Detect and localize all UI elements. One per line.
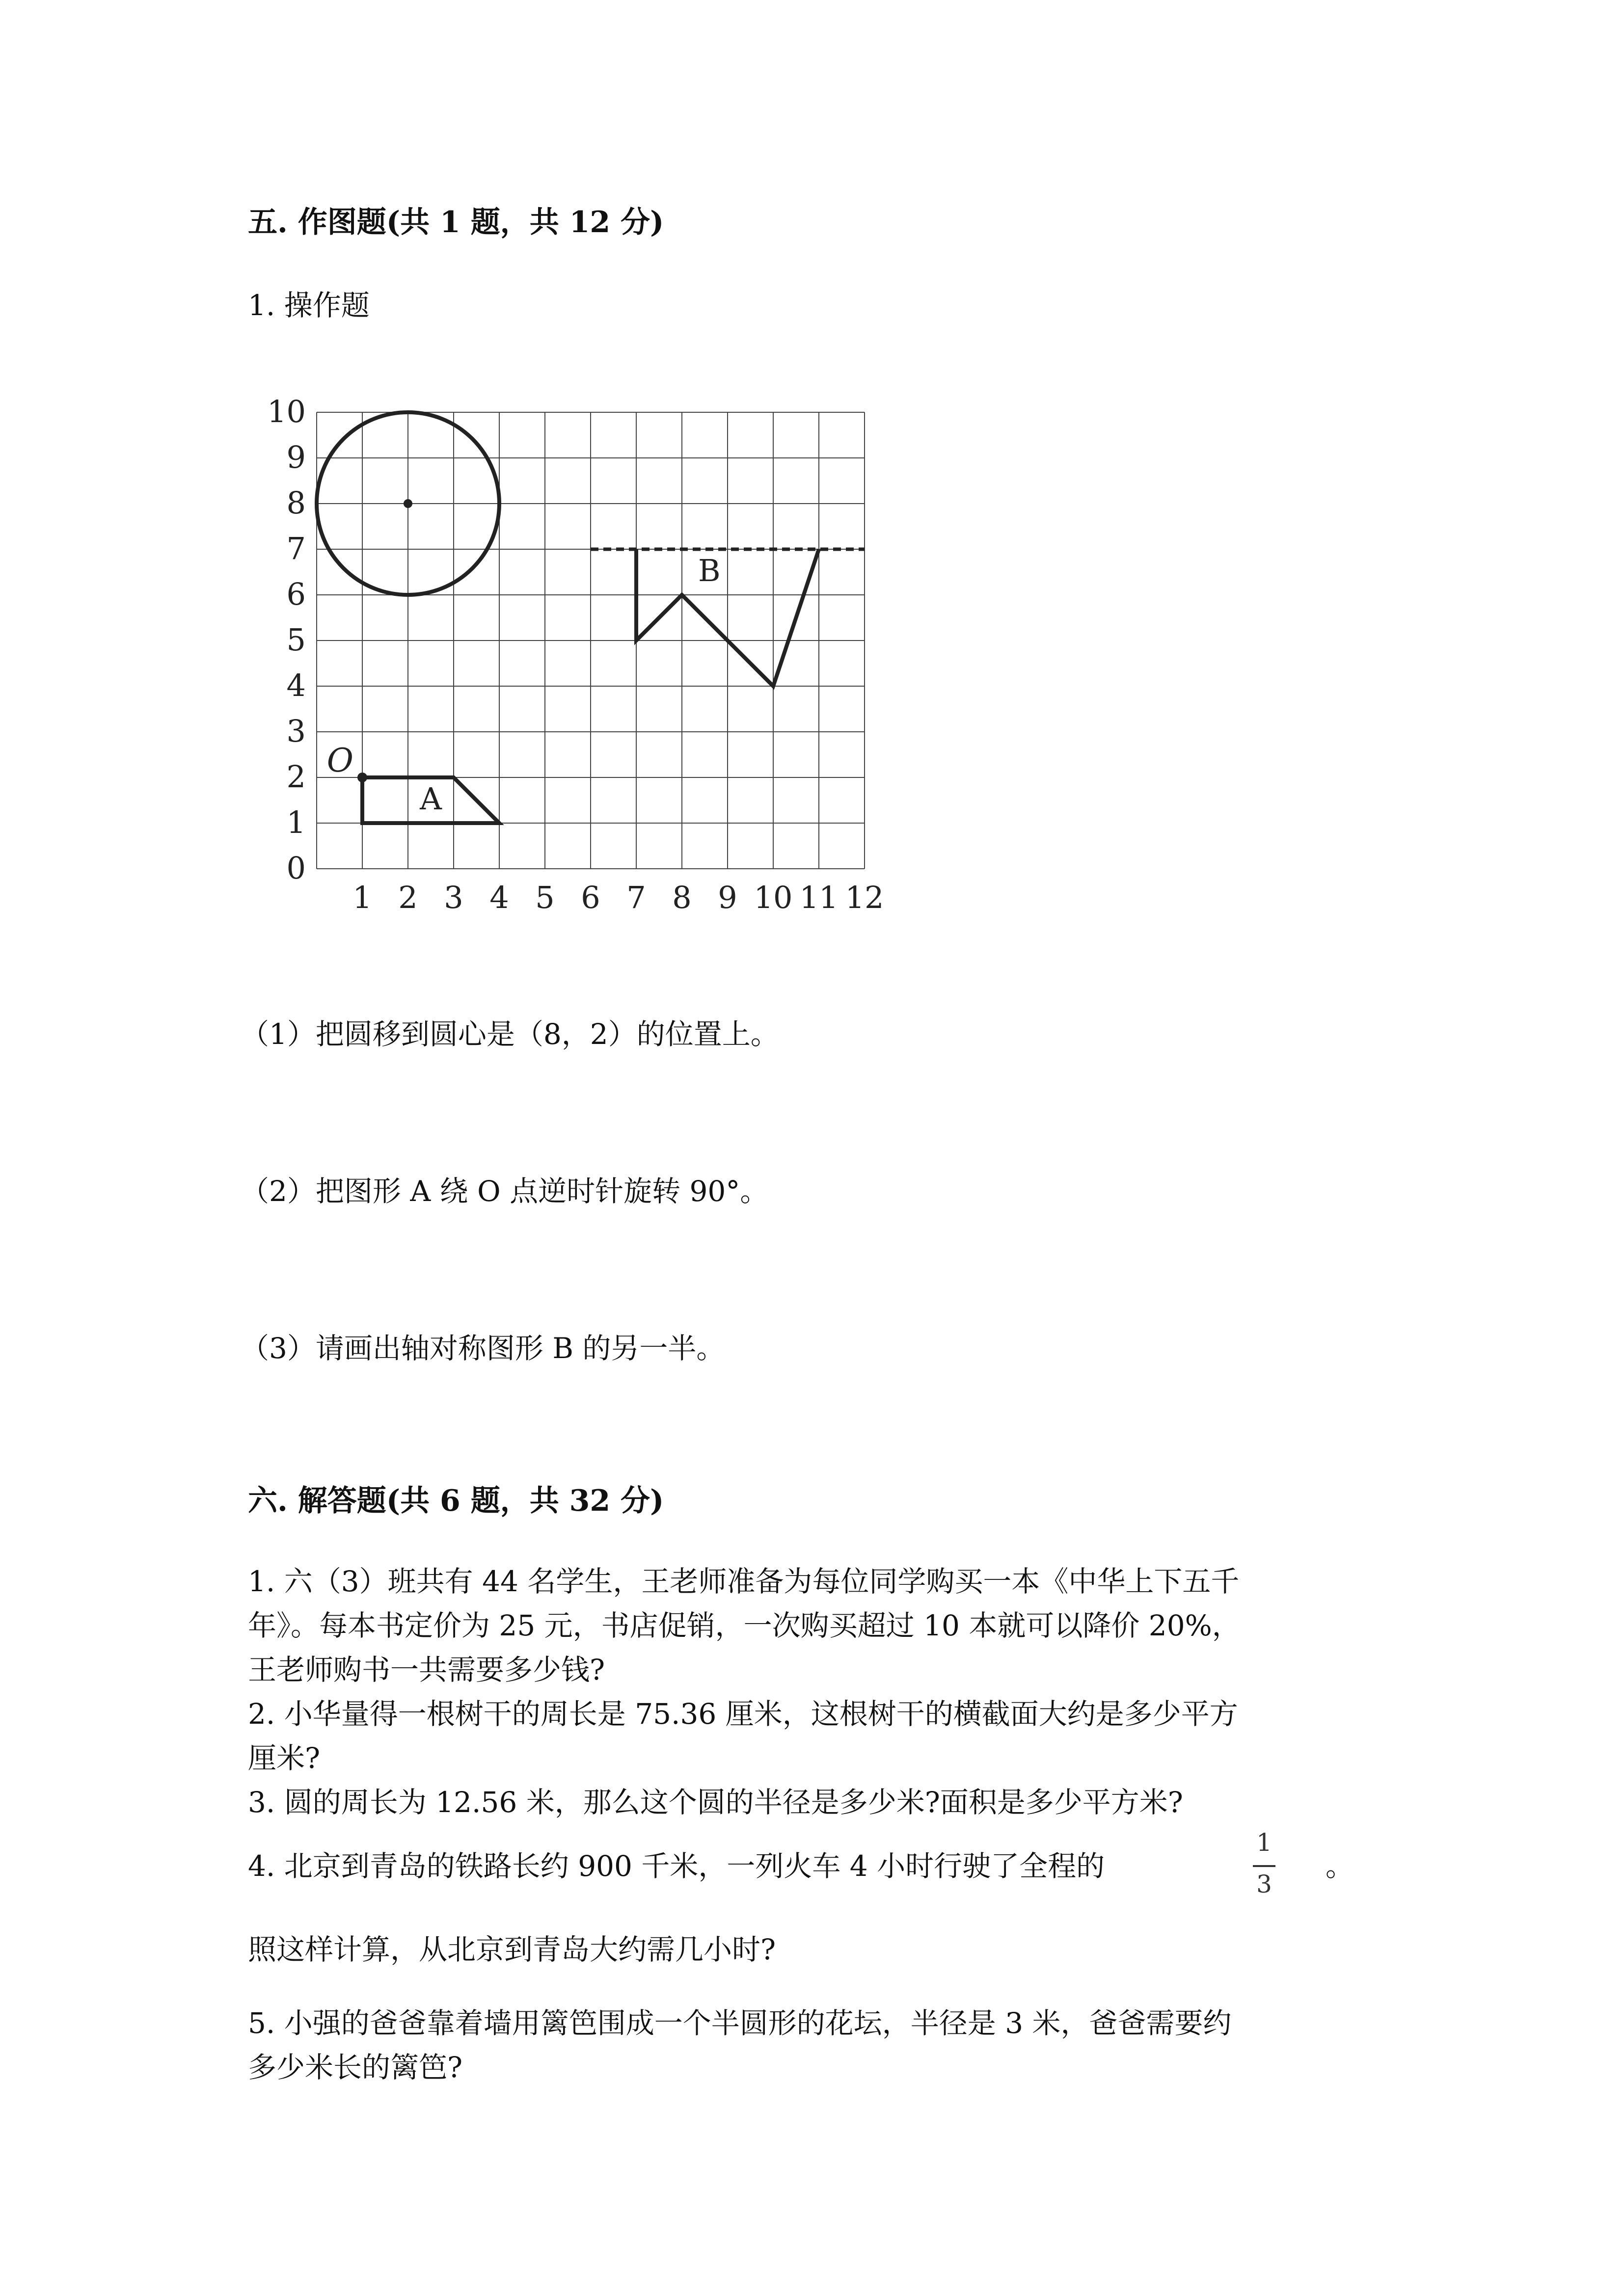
sub-question-3: （3）请画出轴对称图形 B 的另一半。 xyxy=(241,1332,725,1365)
x-tick-label: 6 xyxy=(581,880,600,915)
y-tick-label: 1 xyxy=(286,804,306,840)
y-tick-label: 3 xyxy=(286,713,306,749)
y-tick-label: 8 xyxy=(286,485,306,521)
q3-text: 3. 圆的周长为 12.56 米，那么这个圆的半径是多少米?面积是多少平方米? xyxy=(248,1786,1183,1819)
y-tick-label: 5 xyxy=(286,622,306,658)
x-tick-label: 4 xyxy=(489,880,509,915)
y-tick-label: 9 xyxy=(286,439,306,475)
label-o: O xyxy=(326,742,353,779)
q2-line2: 厘米? xyxy=(248,1741,321,1775)
sub-question-1: （1）把圆移到圆心是（8，2）的位置上。 xyxy=(241,1017,779,1051)
y-tick-label: 2 xyxy=(286,759,306,795)
x-tick-label: 2 xyxy=(398,880,418,915)
x-tick-label: 5 xyxy=(535,880,555,915)
x-tick-label: 10 xyxy=(754,880,793,915)
grid-lines xyxy=(317,412,865,869)
section6-heading: 六. 解答题(共 6 题，共 32 分) xyxy=(248,1484,664,1518)
x-tick-label: 12 xyxy=(845,880,884,915)
x-tick-label: 11 xyxy=(799,880,839,915)
q1-line3: 王老师购书一共需要多少钱? xyxy=(248,1653,605,1686)
fraction-denominator: 3 xyxy=(1256,1870,1272,1898)
x-axis-labels xyxy=(352,880,884,915)
label-a: A xyxy=(420,781,442,817)
x-tick-label: 8 xyxy=(672,880,692,915)
coordinate-grid-figure xyxy=(241,393,903,923)
x-tick-label: 3 xyxy=(444,880,463,915)
fraction-numerator: 1 xyxy=(1256,1828,1272,1857)
x-tick-label: 1 xyxy=(352,880,372,915)
question-title: 1. 操作题 xyxy=(248,289,370,322)
q2-line1: 2. 小华量得一根树干的周长是 75.36 厘米，这根树干的横截面大约是多少平方 xyxy=(248,1697,1238,1731)
y-tick-label: 6 xyxy=(286,576,306,612)
y-tick-label: 7 xyxy=(286,531,306,566)
sub-question-2: （2）把图形 A 绕 O 点逆时针旋转 90°。 xyxy=(241,1175,769,1208)
q4-line1: 4. 北京到青岛的铁路长约 900 千米，一列火车 4 小时行驶了全程的 xyxy=(248,1849,1105,1883)
label-b: B xyxy=(698,553,721,589)
y-axis-labels xyxy=(267,394,306,886)
q1-line1: 1. 六（3）班共有 44 名学生，王老师准备为每位同学购买一本《中华上下五千 xyxy=(248,1565,1240,1598)
q5-line1: 5. 小强的爸爸靠着墙用篱笆围成一个半圆形的花坛，半径是 3 米，爸爸需要约 xyxy=(248,2006,1232,2040)
y-tick-label: 0 xyxy=(286,850,306,886)
y-tick-label: 10 xyxy=(267,394,306,429)
x-tick-label: 9 xyxy=(718,880,737,915)
circle-center-dot xyxy=(404,499,412,508)
q5-line2: 多少米长的篱笆? xyxy=(248,2051,463,2084)
q1-line2: 年》。每本书定价为 25 元，书店促销，一次购买超过 10 本就可以降价 20%， xyxy=(248,1609,1241,1642)
y-tick-label: 4 xyxy=(286,667,306,703)
fraction-bar xyxy=(1253,1865,1275,1867)
point-o-dot xyxy=(357,773,367,782)
section5-heading: 五. 作图题(共 1 题，共 12 分) xyxy=(248,205,664,240)
q4-end-mark: 。 xyxy=(1326,1849,1354,1883)
x-tick-label: 7 xyxy=(626,880,646,915)
q4-line2: 照这样计算，从北京到青岛大约需几小时? xyxy=(248,1933,776,1966)
